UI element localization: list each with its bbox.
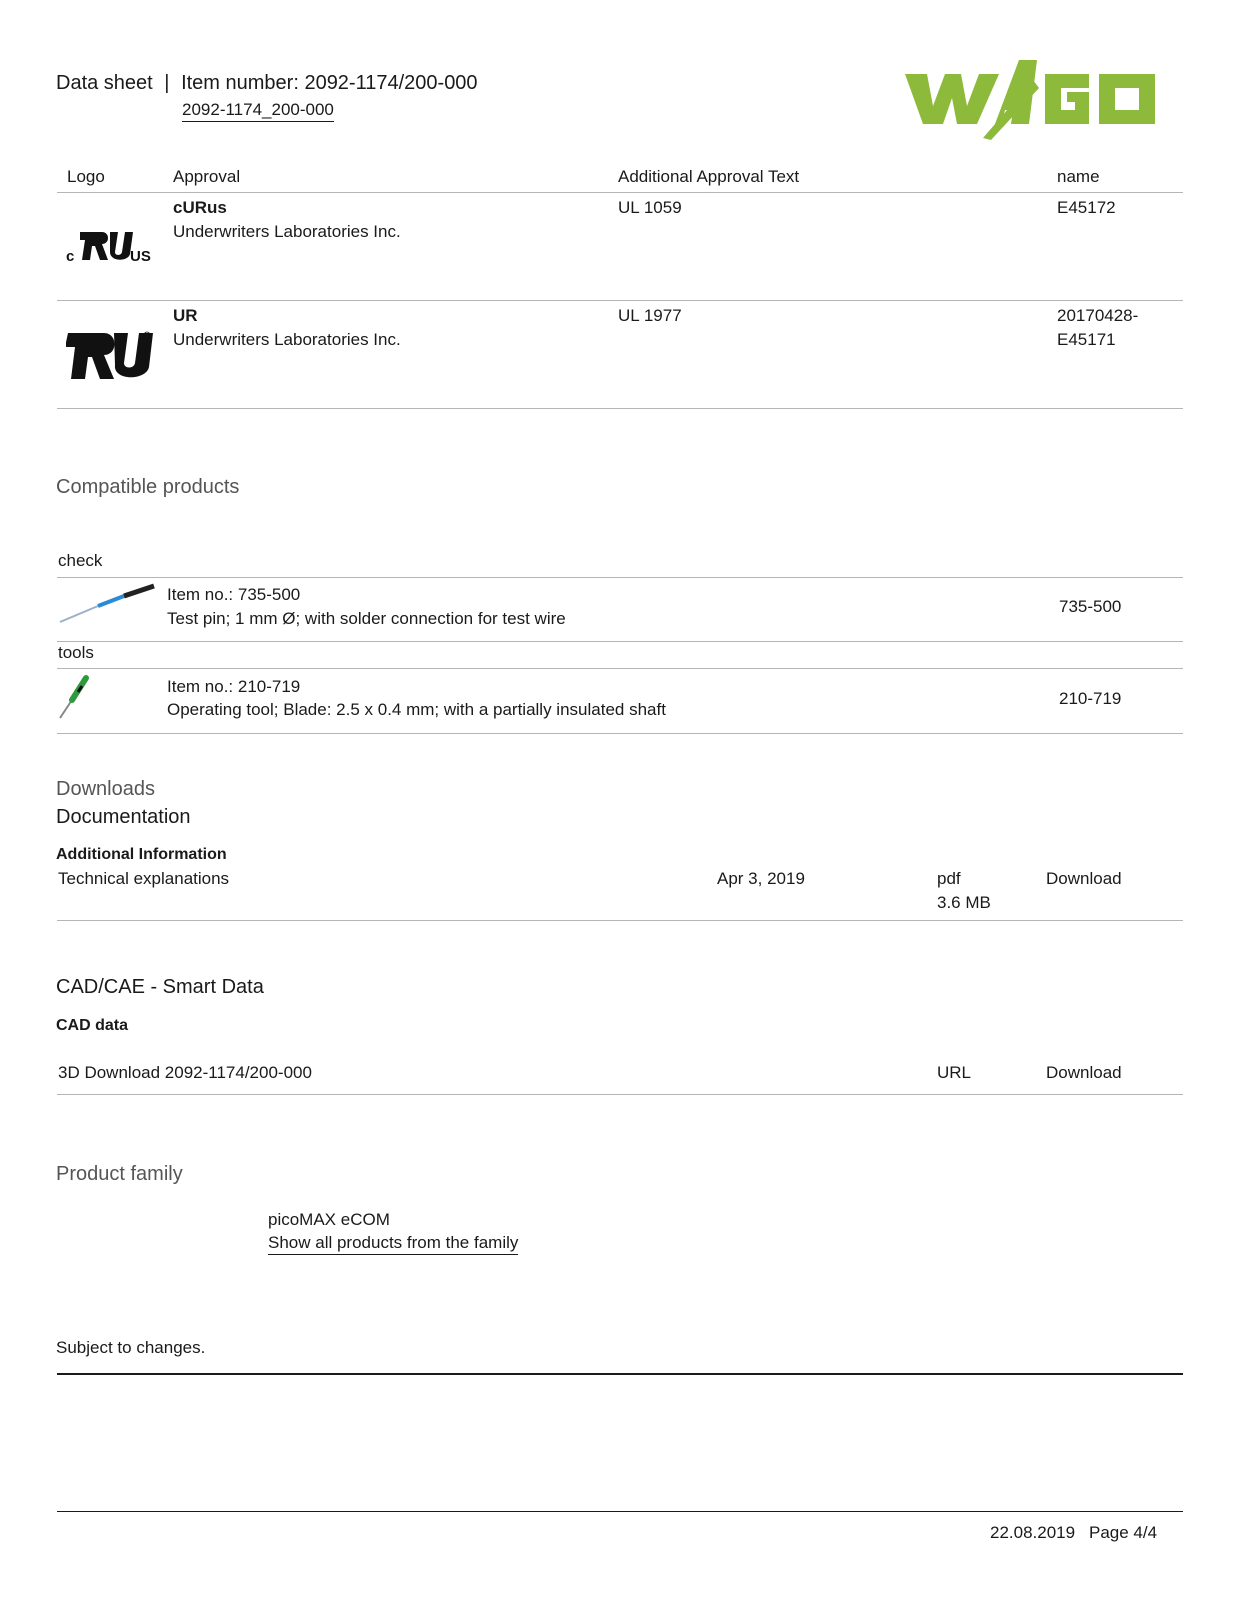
doc-download-link[interactable]: Download	[1046, 869, 1122, 888]
approval-text: UL 1977	[618, 306, 682, 325]
documentation-title: Documentation	[56, 806, 191, 828]
approval-agency: Underwriters Laboratories Inc.	[173, 222, 401, 241]
page-title	[56, 70, 478, 96]
subject-to-changes: Subject to changes.	[56, 1338, 206, 1357]
product-item-no[interactable]: Item no.: 735-500	[167, 585, 301, 604]
title-prefix: Data sheet	[56, 72, 153, 94]
col-additional-text: Additional Approval Text	[618, 167, 800, 186]
approval-agency: Underwriters Laboratories Inc.	[173, 330, 401, 349]
doc-type: pdf	[937, 869, 961, 888]
show-family-link[interactable]: Show all products from the family	[268, 1233, 518, 1255]
approval-name: cURus	[173, 198, 227, 217]
col-approval: Approval	[173, 167, 241, 186]
ur-logo	[66, 327, 154, 381]
cad-download-link[interactable]: Download	[1046, 1063, 1122, 1082]
product-description: Test pin; 1 mm Ø; with solder connection for test wire	[167, 609, 566, 628]
cad-row-name: 3D Download 2092-1174/200-000	[58, 1063, 312, 1082]
item-number-label: Item number: 2092-1174/200-000	[181, 72, 478, 94]
doc-size: 3.6 MB	[937, 893, 991, 912]
curus-logo	[66, 228, 154, 264]
group-label-tools: tools	[58, 643, 94, 662]
svg-text:c: c	[66, 248, 75, 264]
compatible-products-title: Compatible products	[56, 476, 240, 498]
approval-text: UL 1059	[618, 198, 682, 217]
approval-name: UR	[173, 306, 198, 325]
product-code[interactable]: 735-500	[1059, 597, 1122, 616]
additional-info-label: Additional Information	[56, 846, 227, 863]
title-separator: |	[164, 72, 170, 94]
approval-file-name-line2: E45171	[1057, 330, 1116, 349]
cad-title: CAD/CAE - Smart Data	[56, 976, 264, 998]
test-pin-image	[58, 582, 158, 626]
group-label-check: check	[58, 551, 103, 570]
footer-date: 22.08.2019	[990, 1523, 1076, 1542]
svg-text:US: US	[130, 248, 151, 264]
col-name: name	[1057, 167, 1100, 186]
wago-logo	[905, 58, 1155, 140]
operating-tool-image	[58, 674, 92, 720]
product-description: Operating tool; Blade: 2.5 x 0.4 mm; with a partially insulated shaft	[167, 700, 666, 719]
cad-data-label: CAD data	[56, 1017, 129, 1034]
product-family-title: Product family	[56, 1163, 183, 1185]
footer-page-number: Page 4/4	[1089, 1523, 1158, 1542]
col-logo: Logo	[67, 167, 105, 186]
approval-file-name-line1: 20170428-	[1057, 306, 1139, 325]
family-name: picoMAX eCOM	[268, 1210, 390, 1229]
cad-row-type: URL	[937, 1063, 972, 1082]
item-number-link[interactable]: 2092-1174_200-000	[182, 100, 334, 122]
doc-name: Technical explanations	[58, 869, 230, 888]
downloads-title: Downloads	[56, 778, 155, 800]
approval-file-name: E45172	[1057, 198, 1116, 217]
product-item-no[interactable]: Item no.: 210-719	[167, 677, 301, 696]
doc-date: Apr 3, 2019	[717, 869, 805, 888]
product-code[interactable]: 210-719	[1059, 689, 1122, 708]
